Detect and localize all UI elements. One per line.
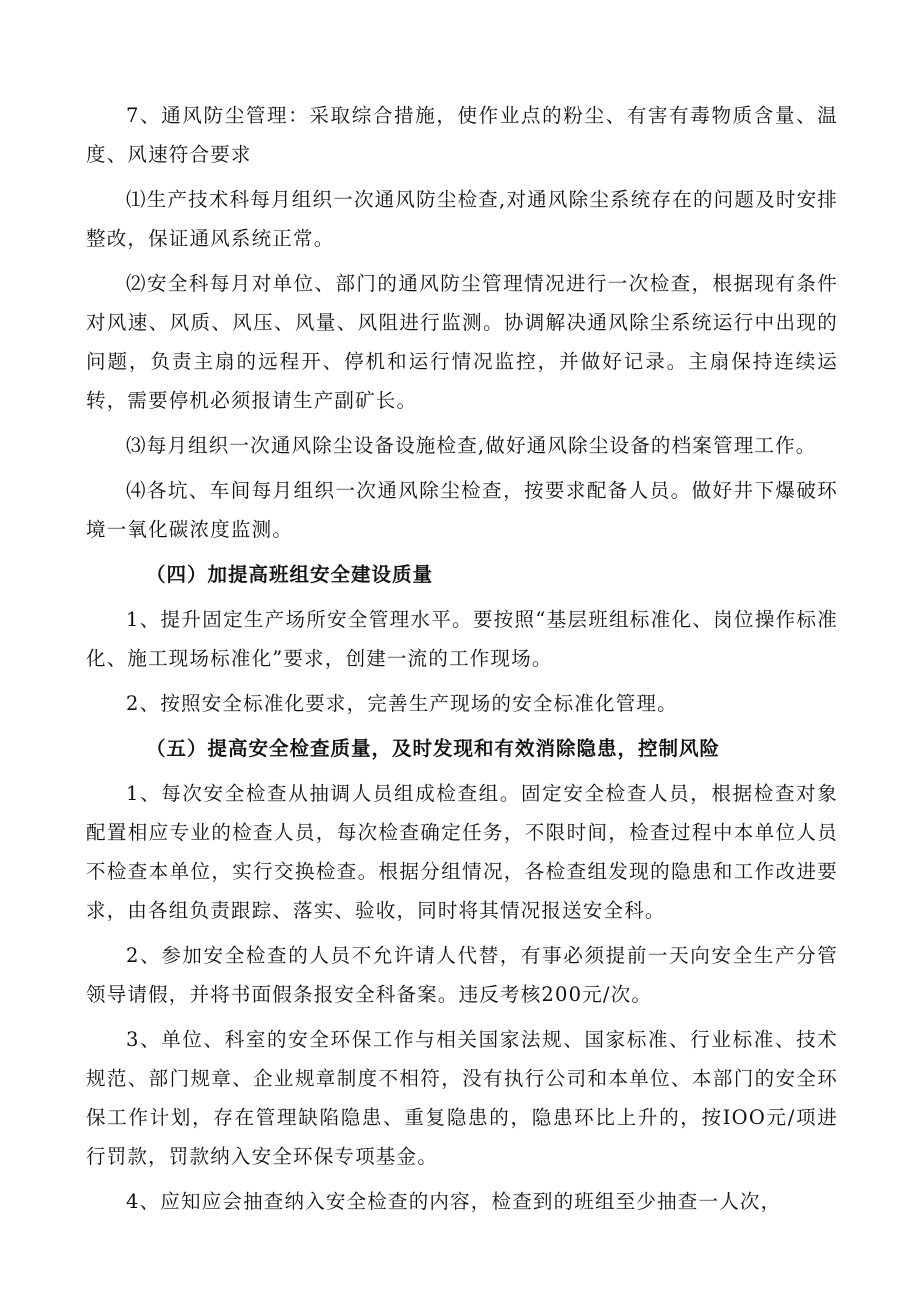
- paragraph-team-safety-2: 2、按照安全标准化要求，完善生产现场的安全标准化管理。: [126, 692, 678, 715]
- paragraph-inspection-2: 2、参加安全检查的人员不允许请人代替，有事必须提前一天向安全生产分管领导请假，并将书面假条报安全科备案。违反考核200元/次。: [86, 944, 838, 1006]
- paragraph-ventilation-item-1: ⑴生产技术科每月组织一次通风防尘检查,对通风除尘系统存在的问题及时安排整改，保证通风系统正常。: [86, 188, 838, 250]
- paragraph-ventilation-item-4: ⑷各坑、车间每月组织一次通风除尘检查，按要求配备人员。做好井下爆破环境一氧化碳浓度监测。: [86, 479, 838, 541]
- document-body: [86, 96, 838, 1227]
- paragraph-ventilation-dust-management: 7、通风防尘管理：采取综合措施，使作业点的粉尘、有害有毒物质含量、温度、风速符合要求: [86, 104, 838, 166]
- paragraph-ventilation-item-3: ⑶每月组织一次通风除尘设备设施检查,做好通风除尘设备的档案管理工作。: [126, 434, 817, 457]
- section-heading-five: （五）提高安全检查质量，及时发现和有效消除隐患，控制风险: [146, 737, 721, 760]
- paragraph-ventilation-item-2: ⑵安全科每月对单位、部门的通风防尘管理情况进行一次检查，根据现有条件对风速、风质、风压、风量、风阻进行监测。协调解决通风除尘系统运行中出现的问题，负责主扇的远程开、停机和运行情况监控，并做好记录。主扇保持连续运转，需要停机必须报请生产副矿长。: [86, 272, 838, 412]
- paragraph-team-safety-1: 1、提升固定生产场所安全管理水平。要按照“基层班组标准化、岗位操作标准化、施工现场标准化”要求，创建一流的工作现场。: [86, 608, 838, 670]
- section-heading-four: （四）加提高班组安全建设质量: [146, 563, 434, 586]
- paragraph-inspection-1: 1、每次安全检查从抽调人员组成检查组。固定安全检查人员，根据检查对象配置相应专业的检查人员，每次检查确定任务，不限时间，检查过程中本单位人员不检查本单位，实行交换检查。根据分组情况，各检查组发现的隐患和工作改进要求，由各组负责跟踪、落实、验收，同时将其情况报送安全科。: [86, 782, 838, 922]
- paragraph-inspection-4: 4、应知应会抽查纳入安全检查的内容，检查到的班组至少抽查一人次，: [126, 1190, 782, 1213]
- paragraph-inspection-3: 3、单位、科室的安全环保工作与相关国家法规、国家标准、行业标准、技术规范、部门规章、企业规章制度不相符，没有执行公司和本单位、本部门的安全环保工作计划，存在管理缺陷隐患、重复隐患的，隐患环比上升的，按IOO元/项进行罚款，罚款纳入安全环保专项基金。: [86, 1028, 838, 1168]
